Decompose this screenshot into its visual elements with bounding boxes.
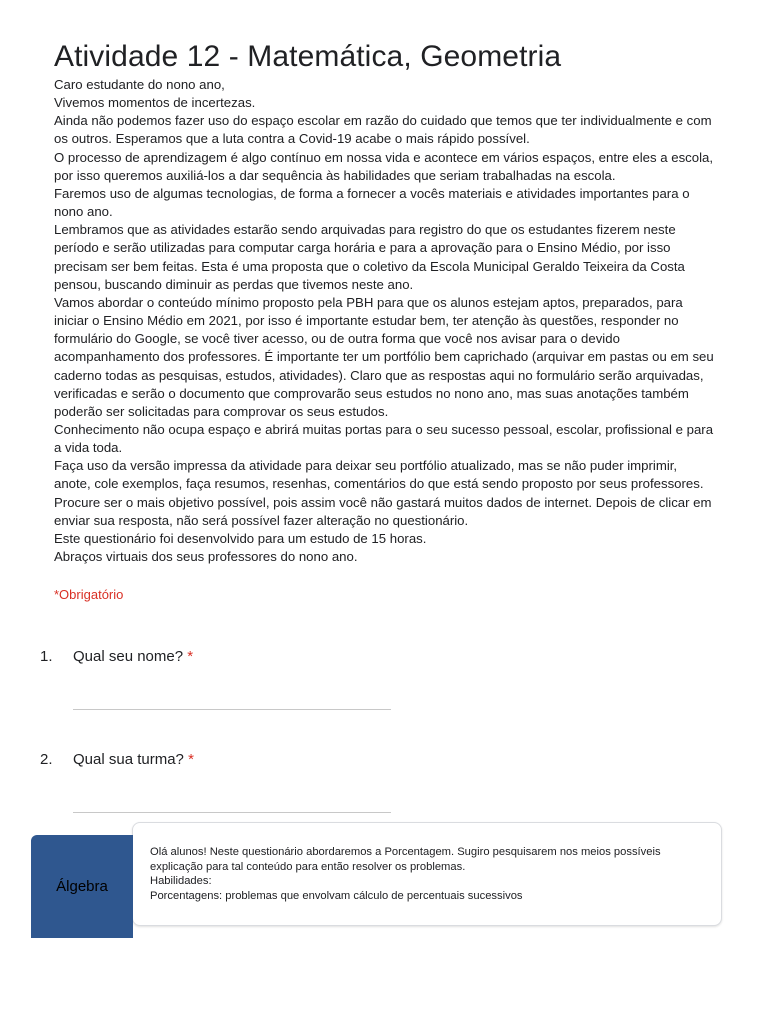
class-answer-field[interactable] bbox=[73, 812, 391, 813]
intro-paragraph: Abraços virtuais dos seus professores do nono ano. bbox=[54, 549, 358, 565]
question-number: 1. bbox=[40, 648, 53, 665]
form-title: Atividade 12 - Matemática, Geometria bbox=[54, 40, 562, 73]
intro-paragraph: Conhecimento não ocupa espaço e abrirá muitas portas para o seu sucesso pessoal, escolar, profissional e para a vida toda. bbox=[54, 421, 714, 456]
intro-paragraph: Caro estudante do nono ano, bbox=[54, 77, 225, 92]
required-note: *Obrigatório bbox=[54, 587, 124, 602]
section-title: Álgebra bbox=[56, 878, 108, 895]
section-description-line: Porcentagens: problemas que envolvam cálculo de percentuais sucessivos bbox=[150, 889, 523, 902]
question-number: 2. bbox=[40, 751, 53, 768]
intro-paragraph: Lembramos que as atividades estarão sendo arquivadas para registro do que os estudantes fizerem neste período e serão utilizadas para computar carga horária e para a aprovação para o Ensino Médio, por isso precisam ser bem feitas. Esta é uma proposta que o coletivo da Escola Municipal Geraldo Teixeira da Costa pensou, buscando diminuir as perdas que tivemos neste ano. bbox=[54, 222, 685, 292]
intro-paragraph: Faremos uso de algumas tecnologias, de forma a fornecer a vocês materiais e atividades importantes para o nono ano. bbox=[54, 185, 690, 220]
question-label: Qual seu nome? * bbox=[73, 648, 194, 665]
question-class bbox=[40, 751, 400, 821]
intro-paragraph: Faça uso da versão impressa da atividade para deixar seu portfólio atualizado, mas se não puder imprimir, anote, cole exemplos, faça resumos, resenhas, comentários do que está sendo proposto por seus professores. Procure ser o mais objetivo possível, pois assim você não gastará muitos dados de internet. Depois de clicar em enviar sua resposta, não será possível fazer alteração no questionário. bbox=[54, 458, 712, 528]
form-description bbox=[54, 76, 714, 566]
section-description-line: Habilidades: bbox=[150, 875, 212, 887]
intro-paragraph: Vamos abordar o conteúdo mínimo proposto pela PBH para que os alunos estejam aptos, preparados, para iniciar o Ensino Médio em 2021, por isso é importante estudar bem, ter atenção às questões, responder no formulário do Google, se você tiver acesso, ou de outra forma que você nos avisar para o devido acompanhamento dos professores. É importante ter um portfólio bem caprichado (arquivar em pastas ou em seu caderno todas as pesquisas, estudos, atividades). Claro que as respostas aqui no formulário serão arquivadas, verificadas e serão o documento que comprovarão seus estudos no nono ano, mas suas anotações também poderão ser solicitadas para comprovar os seus estudos. bbox=[54, 294, 714, 419]
question-name bbox=[40, 648, 400, 718]
question-label: Qual sua turma? * bbox=[73, 751, 194, 768]
intro-paragraph: Vivemos momentos de incertezas. bbox=[54, 95, 256, 111]
required-asterisk: * bbox=[187, 648, 194, 665]
intro-paragraph: Ainda não podemos fazer uso do espaço escolar em razão do cuidado que temos que ter individualmente e com os outros. Esperamos que a luta contra a Covid-19 acabe o mais rápido possível. bbox=[54, 113, 712, 147]
section-description bbox=[150, 845, 710, 903]
section-tab bbox=[31, 835, 133, 938]
intro-paragraph: O processo de aprendizagem é algo contínuo em nossa vida e acontece em vários espaços, entre eles a escola, por isso queremos auxiliá-los a dar sequência às habilidades que seriam trabalhadas na escola. bbox=[54, 149, 714, 183]
required-asterisk: * bbox=[188, 751, 194, 768]
section-description-line: Olá alunos! Neste questionário abordaremos a Porcentagem. Sugiro pesquisarem nos meios possíveis explicação para tal conteúdo para então resolver os problemas. bbox=[150, 846, 661, 873]
name-answer-field[interactable] bbox=[73, 709, 391, 710]
intro-paragraph: Este questionário foi desenvolvido para um estudo de 15 horas. bbox=[54, 530, 427, 546]
